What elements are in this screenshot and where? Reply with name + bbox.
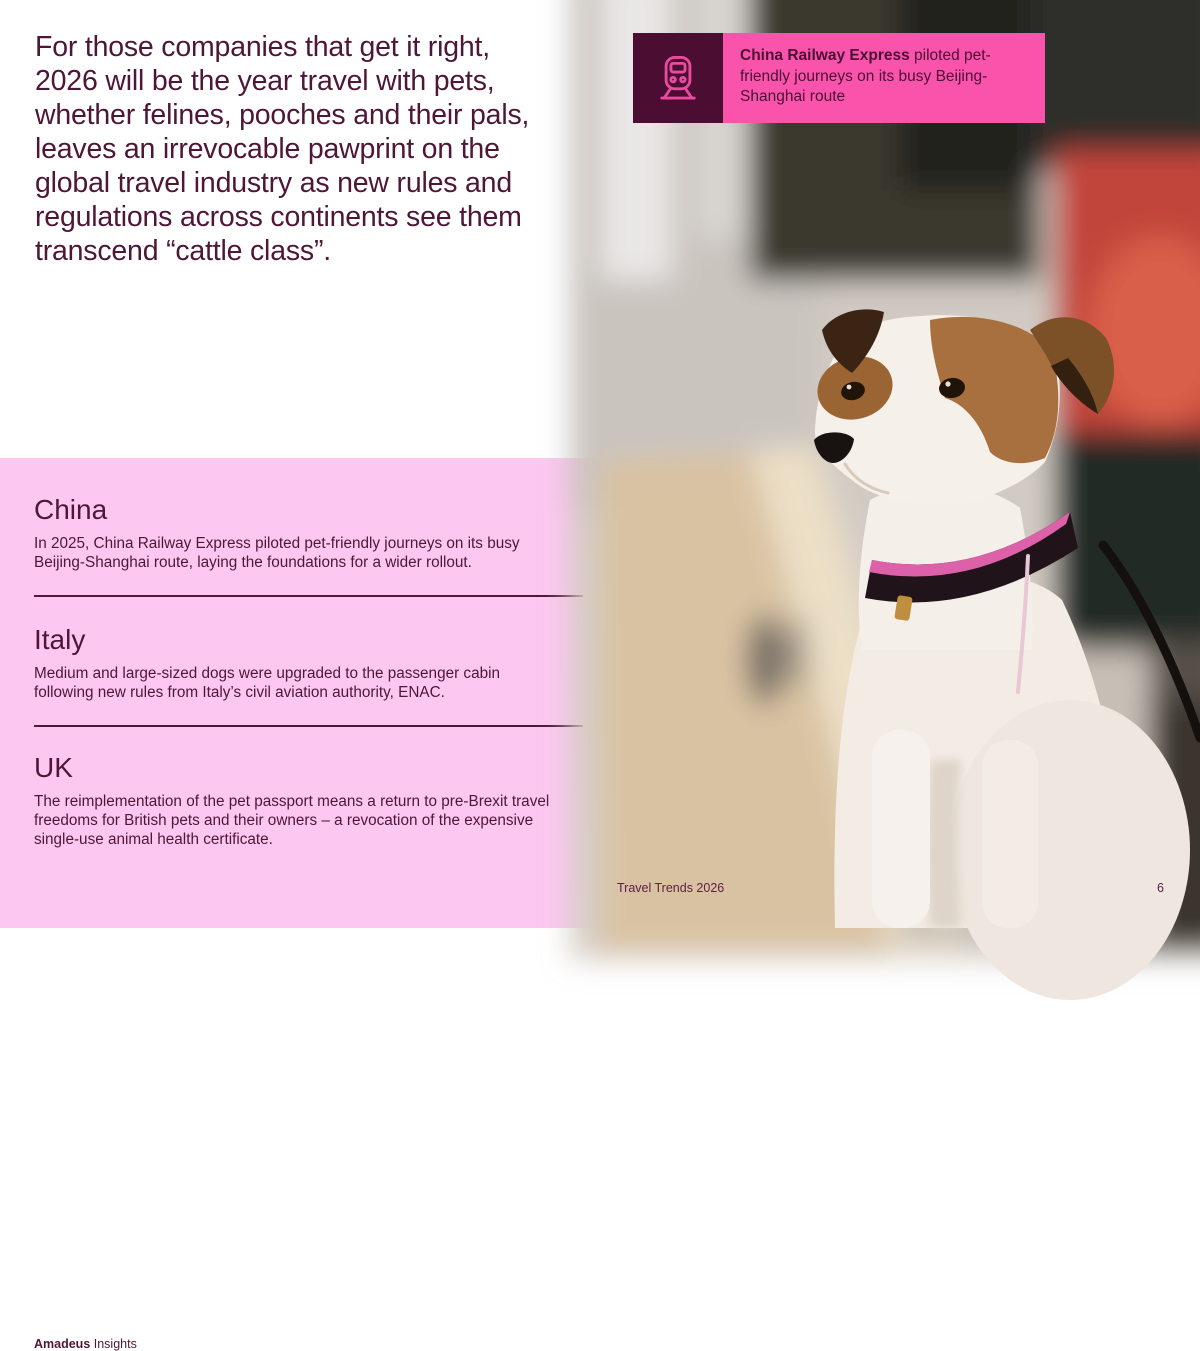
dog-photo	[600, 0, 1200, 928]
brand-name: Amadeus	[34, 1337, 91, 1351]
headline-line: whether felines, pooches and their pals,	[35, 99, 530, 131]
section-body: Medium and large-sized dogs were upgraded to the passenger cabin following new rules from Italy’s civil aviation authority, ENAC.	[34, 665, 500, 701]
country-rules-panel	[0, 458, 600, 1351]
section-heading: UK	[34, 752, 73, 783]
headline-line: global travel industry as new rules and	[35, 167, 512, 199]
section-heading: Italy	[34, 624, 86, 655]
headline-line: regulations across continents see them	[35, 201, 522, 233]
section-body: The reimplementation of the pet passport means a return to pre-Brexit travel freedoms for British pets and their owners – a revocation of the expensive single-use animal health certificate.	[34, 793, 550, 848]
callout-bold-text: China Railway Express	[740, 47, 910, 64]
headline-line: leaves an irrevocable pawprint on the	[35, 133, 500, 165]
section-china	[34, 494, 583, 572]
divider	[34, 725, 583, 727]
headline-line: 2026 will be the year travel with pets,	[35, 65, 495, 97]
callout-icon-tile	[633, 33, 723, 123]
section-body: In 2025, China Railway Express piloted pet-friendly journeys on its busy Beijing-Shanghai route, laying the foundations for a wider rollout.	[34, 535, 520, 571]
callout-rest-text: piloted pet-friendly journeys on its busy Beijing-Shanghai route	[740, 47, 991, 105]
callout-banner	[633, 33, 1045, 123]
page-headline	[35, 30, 590, 268]
section-italy	[34, 624, 583, 702]
train-icon	[652, 52, 704, 104]
section-heading: China	[34, 494, 108, 525]
section-uk	[34, 752, 583, 849]
footer-brand	[34, 1337, 137, 1351]
footer-doc-title: Travel Trends 2026	[617, 881, 725, 895]
brand-suffix: Insights	[90, 1337, 137, 1351]
dog-photo-illustration	[600, 0, 1200, 928]
headline-line: For those companies that get it right,	[35, 31, 490, 63]
headline-line: transcend “cattle class”.	[35, 235, 331, 267]
page-number: 6	[1157, 881, 1164, 895]
callout-text	[723, 33, 1045, 123]
divider	[34, 595, 583, 597]
